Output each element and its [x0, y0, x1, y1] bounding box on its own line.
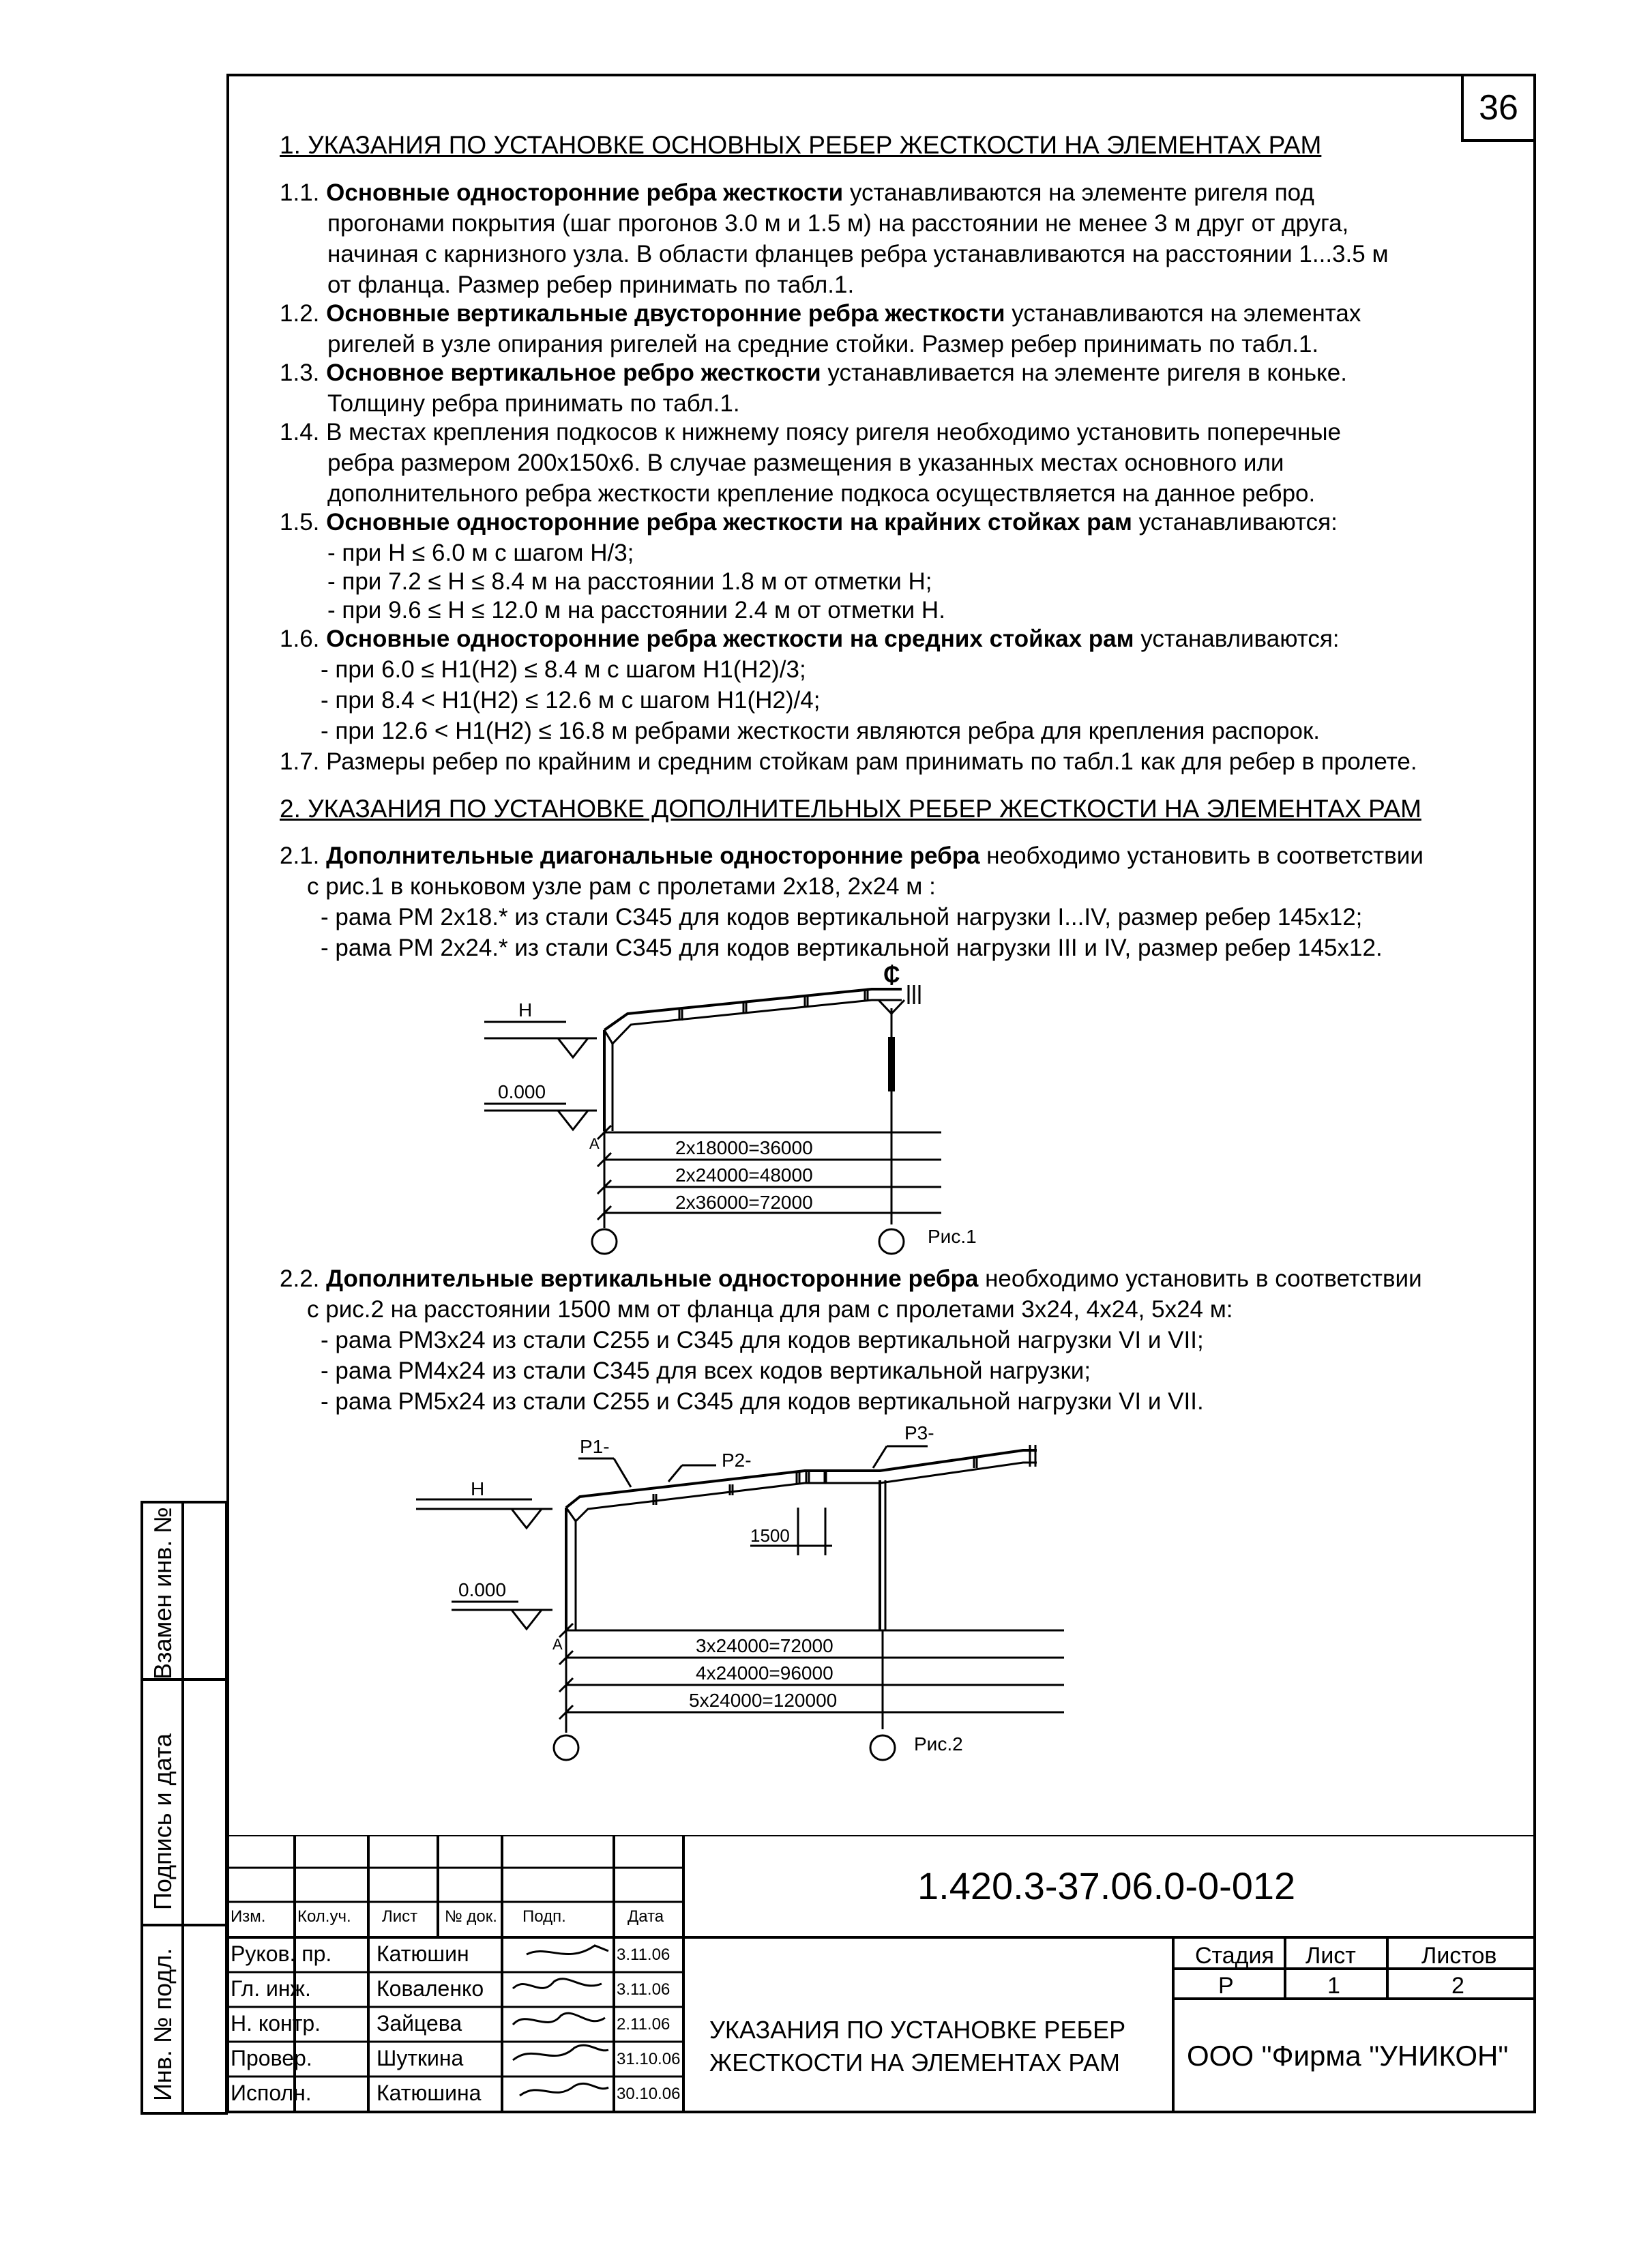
paragraph-1-5-line2: - при H ≤ 6.0 м с шагом H/3;	[327, 540, 634, 566]
fig2-axis-circle-right	[870, 1735, 895, 1760]
tb-role-1: Гл. инж.	[231, 1976, 311, 2001]
fig2-label-a: A	[552, 1636, 563, 1653]
paragraph-2-2: 2.2. Дополнительные вертикальные односторонние ребра необходимо установить в соответствии	[280, 1265, 1422, 1292]
tb-date-2: 2.11.06	[617, 2015, 670, 2034]
sheet-number: 36	[1461, 74, 1536, 142]
fig2-zero-level-mark	[512, 1610, 542, 1629]
paragraph-2-2-line4: - рама РМ4х24 из стали С345 для всех кодов вертикальной нагрузки;	[321, 1358, 1091, 1384]
side-label-sign-date: Подпись и дата	[149, 1733, 177, 1910]
tb-title-line1: УКАЗАНИЯ ПО УСТАНОВКЕ РЕБЕР	[709, 2016, 1126, 2044]
paragraph-1-4: 1.4. В местах крепления подкосов к нижнему поясу ригеля необходимо установить поперечные	[280, 419, 1341, 445]
fig2-label-h: H	[471, 1478, 485, 1499]
tb-name-1: Коваленко	[377, 1976, 484, 2001]
tb-name-2: Зайцева	[377, 2011, 462, 2036]
paragraph-1-6-line3: - при 8.4 < H1(H2) ≤ 12.6 м с шагом H1(H2)/4;	[321, 687, 821, 714]
tb-company: ООО "Фирма "УНИКОН"	[1187, 2040, 1509, 2072]
fig1-axis-circle-right	[879, 1229, 904, 1254]
section1-title: 1. УКАЗАНИЯ ПО УСТАНОВКЕ ОСНОВНЫХ РЕБЕР ЖЕСТКОСТИ НА ЭЛЕМЕНТАХ РАМ	[280, 131, 1322, 159]
signature-2	[513, 1979, 602, 1989]
paragraph-1-6: 1.6. Основные односторонние ребра жесткости на средних стойках рам устанавливаются:	[280, 626, 1340, 652]
fig2-label-p2: Р2-	[722, 1450, 752, 1471]
fig1-h-level-mark	[558, 1038, 588, 1057]
signature-marks	[513, 1946, 608, 2096]
fig1-dim-3: 2х36000=72000	[675, 1192, 813, 1213]
paragraph-1-2-line2: ригелей в узле опирания ригелей на средние стойки. Размер ребер принимать по табл.1.	[327, 331, 1319, 357]
fig1-label-h: H	[518, 999, 533, 1021]
signature-3	[513, 2013, 605, 2025]
tb-name-0: Катюшин	[377, 1941, 469, 1966]
paragraph-2-1: 2.1. Дополнительные диагональные односторонние ребра необходимо установить в соответствии	[280, 842, 1424, 869]
paragraph-1-4-line3: дополнительного ребра жесткости крепление подкоса осуществляется на данное ребро.	[327, 480, 1316, 507]
paragraph-1-6-line4: - при 12.6 < H1(H2) ≤ 16.8 м ребрами жесткости являются ребра для крепления распорок.	[321, 718, 1321, 744]
tb-head-ndoc: № док.	[445, 1907, 497, 1926]
fig1-label-zero: 0.000	[498, 1081, 546, 1102]
fig1-dim-1: 2х18000=36000	[675, 1137, 813, 1158]
tb-name-3: Шуткина	[377, 2046, 464, 2070]
tb-head-podp: Подп.	[522, 1907, 566, 1926]
signature-5	[520, 2083, 608, 2096]
tb-head-list: Лист	[382, 1907, 418, 1926]
fig2-caption: Рис.2	[914, 1733, 963, 1755]
fig2-rafter	[566, 1450, 1037, 1508]
tb-sheet-value: 1	[1327, 1973, 1340, 1999]
paragraph-1-3-line2: Толщину ребра принимать по табл.1.	[327, 390, 740, 417]
fig1-axis-circle-left	[592, 1229, 617, 1254]
fig1-caption: Рис.1	[928, 1226, 977, 1247]
tb-name-4: Катюшина	[377, 2081, 482, 2105]
tb-sheets-label: Листов	[1421, 1943, 1497, 1969]
tb-title-line2: ЖЕСТКОСТИ НА ЭЛЕМЕНТАХ РАМ	[709, 2049, 1121, 2077]
tb-role-2: Н. контр.	[231, 2011, 321, 2036]
paragraph-2-2-line2: с рис.2 на расстоянии 1500 мм от фланца для рам с пролетами 3х24, 4х24, 5х24 м:	[307, 1296, 1233, 1323]
paragraph-1-2: 1.2. Основные вертикальные двусторонние ребра жесткости устанавливаются на элементах	[280, 300, 1361, 327]
tb-head-izm: Изм.	[231, 1907, 266, 1926]
paragraph-1-1-line2: прогонами покрытия (шаг прогонов 3.0 м и 1.5 м) на расстоянии не менее 3 м друг от друга,	[327, 210, 1349, 237]
fig2-label-zero: 0.000	[458, 1579, 507, 1600]
tb-head-kol: Кол.уч.	[297, 1907, 351, 1926]
paragraph-1-3: 1.3. Основное вертикальное ребро жесткости устанавливается на элементе ригеля в коньке.	[280, 360, 1347, 386]
tb-date-4: 30.10.06	[617, 2085, 681, 2103]
section2-title: 2. УКАЗАНИЯ ПО УСТАНОВКЕ ДОПОЛНИТЕЛЬНЫХ РЕБЕР ЖЕСТКОСТИ НА ЭЛЕМЕНТАХ РАМ	[280, 795, 1421, 823]
paragraph-1-1-line4: от фланца. Размер ребер принимать по табл.1.	[327, 272, 855, 298]
signature-4	[513, 2045, 608, 2060]
tb-sheets-value: 2	[1451, 1973, 1464, 1999]
paragraph-1-5-line3: - при 7.2 ≤ H ≤ 8.4 м на расстоянии 1.8 м от отметки H;	[327, 568, 932, 595]
fig2-axis-circle-left	[554, 1735, 578, 1760]
tb-date-1: 3.11.06	[617, 1980, 670, 1999]
doc-code: 1.420.3-37.06.0-0-012	[917, 1864, 1296, 1907]
tb-role-0: Руков. пр.	[231, 1941, 332, 1966]
figure-2	[409, 1426, 1091, 1780]
fig1-dim-2: 2х24000=48000	[675, 1164, 813, 1186]
paragraph-1-1: 1.1. Основные односторонние ребра жесткости устанавливаются на элементе ригеля под	[280, 179, 1314, 206]
paragraph-1-6-line2: - при 6.0 ≤ H1(H2) ≤ 8.4 м с шагом H1(H2)/3;	[321, 656, 806, 683]
signature-1	[527, 1946, 608, 1954]
tb-stage-label: Стадия	[1195, 1943, 1274, 1969]
paragraph-1-5-line4: - при 9.6 ≤ H ≤ 12.0 м на расстоянии 2.4 м от отметки H.	[327, 597, 945, 623]
fig2-dim-2: 4х24000=96000	[696, 1662, 834, 1684]
paragraph-1-4-line2: ребра размером 200х150х6. В случае размещения в указанных местах основного или	[327, 450, 1284, 476]
tb-role-3: Провер.	[231, 2046, 312, 2070]
tb-date-0: 3.11.06	[617, 1946, 670, 1964]
tb-sheet-label: Лист	[1306, 1943, 1356, 1969]
figure-1	[477, 962, 996, 1262]
tb-stage-value: Р	[1218, 1973, 1234, 1999]
paragraph-2-1-line4: - рама РМ 2х24.* из стали С345 для кодов вертикальной нагрузки III и IV, размер ребер 145х12.	[321, 935, 1383, 961]
tb-head-date: Дата	[628, 1907, 664, 1926]
paragraph-1-5: 1.5. Основные односторонние ребра жесткости на крайних стойках рам устанавливаются:	[280, 509, 1338, 535]
paragraph-1-1-line3: начиная с карнизного узла. В области фланцев ребра устанавливаются на расстоянии 1...3.5 м	[327, 241, 1389, 267]
fig1-label-a: A	[589, 1135, 600, 1152]
fig2-dim-1500: 1500	[750, 1525, 790, 1546]
fig1-zero-level-mark	[558, 1111, 588, 1130]
tb-date-3: 31.10.06	[617, 2050, 681, 2068]
fig2-dim-3: 5х24000=120000	[689, 1690, 838, 1711]
paragraph-1-7: 1.7. Размеры ребер по крайним и средним стойкам рам принимать по табл.1 как для ребер в пролете.	[280, 748, 1417, 775]
fig1-rafter	[604, 989, 902, 1030]
side-label-inv-orig: Инв. № подл.	[149, 1948, 177, 2101]
fig2-dim-1: 3х24000=72000	[696, 1635, 834, 1656]
tb-role-4: Исполн.	[231, 2081, 312, 2105]
fig2-h-level-mark	[512, 1509, 542, 1528]
paragraph-2-1-line3: - рама РМ 2х18.* из стали С345 для кодов вертикальной нагрузки I...IV, размер ребер 145х12;	[321, 904, 1363, 930]
side-label-replace-inv: Взамен инв. №	[149, 1507, 177, 1679]
fig2-label-p3: Р3-	[904, 1426, 934, 1443]
fig2-label-p1: Р1-	[580, 1436, 610, 1457]
paragraph-2-2-line3: - рама РМ3х24 из стали С255 и С345 для кодов вертикальной нагрузки VI и VII;	[321, 1327, 1204, 1353]
paragraph-2-1-line2: с рис.1 в коньковом узле рам с пролетами 2х18, 2х24 м :	[307, 873, 936, 900]
paragraph-2-2-line5: - рама РМ5х24 из стали С255 и С345 для кодов вертикальной нагрузки VI и VII.	[321, 1388, 1204, 1415]
fig1-axis-symbol: ₵	[883, 962, 900, 988]
